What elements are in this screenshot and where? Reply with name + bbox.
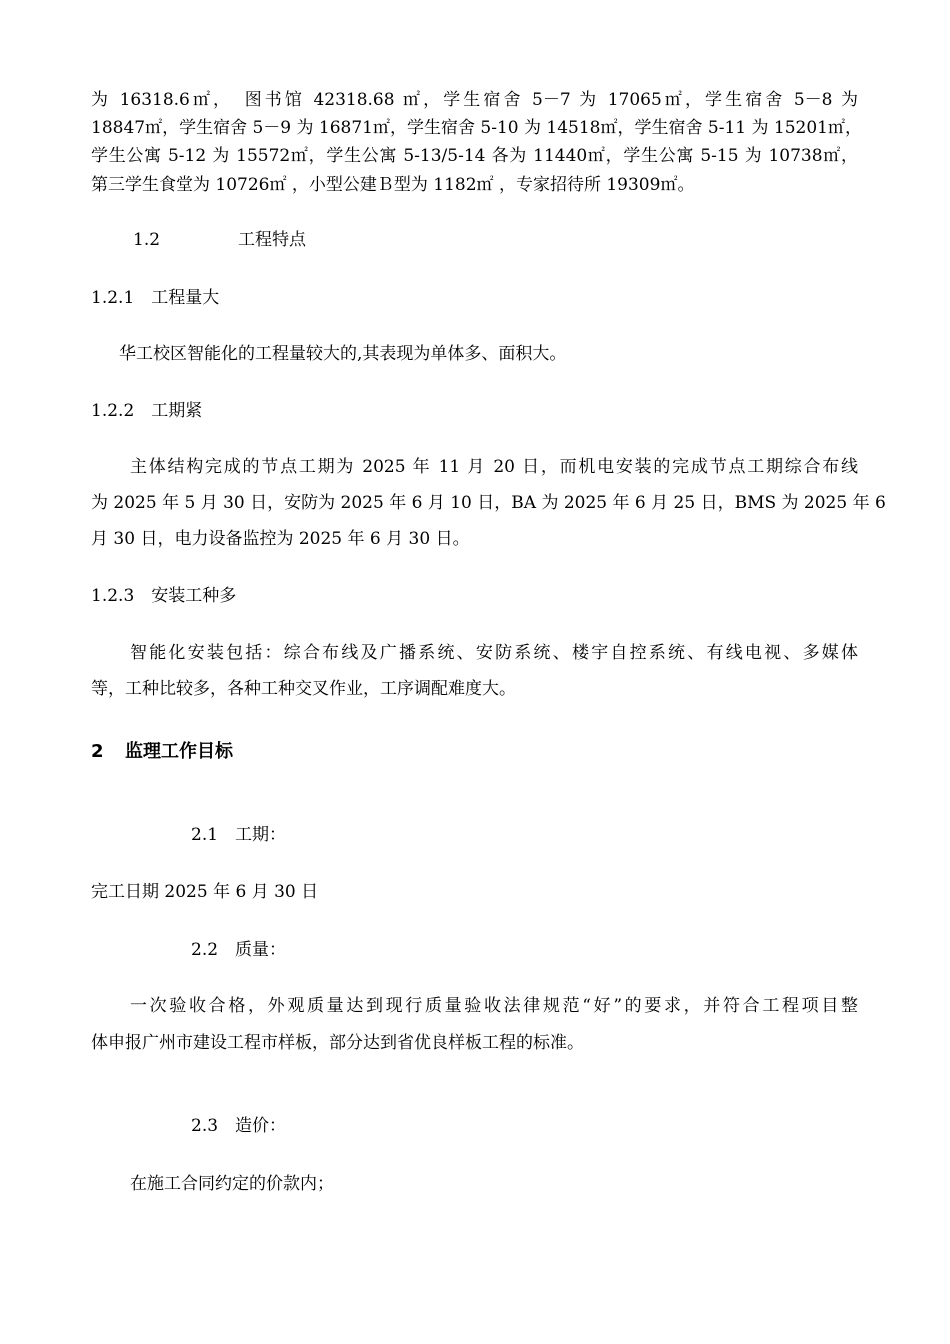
section-2-2-heading: 2.2 质量：	[191, 940, 287, 960]
section-1-2-2-heading: 1.2.2 工期紧	[91, 401, 203, 421]
section-2-title: 监理工作目标	[125, 741, 233, 762]
section-2-number: 2	[91, 741, 104, 762]
section-1-2-2-line-2: 为 2025 年 5 月 30 日，安防为 2025 年 6 月 10 日，BA 为 2025 年 6 月 25 日，BMS 为 2025 年 6	[91, 493, 886, 513]
section-1-2-2-line-1: 主体结构完成的节点工期为 2025 年 11 月 20 日，而机电安装的完成节点工期综合布线	[130, 457, 858, 477]
section-1-2-number: 1.2	[133, 230, 161, 250]
section-2-3-heading: 2.3 造价：	[191, 1116, 287, 1136]
section-1-2-3-line-2: 等，工种比较多，各种工种交叉作业，工序调配难度大。	[91, 679, 516, 699]
section-1-2-1-body: 华工校区智能化的工程量较大的,其表现为单体多、面积大。	[119, 344, 567, 364]
section-1-2-3-heading: 1.2.3 安装工种多	[91, 586, 237, 606]
section-1-2-2-line-3: 月 30 日，电力设备监控为 2025 年 6 月 30 日。	[91, 529, 470, 549]
section-1-2-title: 工程特点	[238, 230, 306, 250]
section-2-2-line-1: 一次验收合格，外观质量达到现行质量验收法律规范“好”的要求，并符合工程项目整	[130, 996, 858, 1016]
section-2-1-heading: 2.1 工期：	[191, 825, 287, 845]
intro-line-2: 18847㎡，学生宿舍 5－9 为 16871㎡，学生宿舍 5-10 为 14518㎡，学生宿舍 5-11 为 15201㎡，	[91, 118, 862, 138]
section-2-3-body: 在施工合同约定的价款内；	[130, 1174, 334, 1194]
section-1-2-1-heading: 1.2.1 工程量大	[91, 288, 220, 308]
intro-line-4: 第三学生食堂为 10726㎡ ，小型公建Ｂ型为 1182㎡ ，专家招待所 19309㎡。	[91, 175, 695, 195]
section-1-2-3-line-1: 智能化安装包括：综合布线及广播系统、安防系统、楼宇自控系统、有线电视、多媒体	[130, 643, 858, 663]
intro-line-1: 为 16318.6㎡， 图书馆 42318.68 ㎡，学生宿舍 5－7 为 17065㎡，学生宿舍 5－8 为	[91, 90, 858, 110]
section-2-1-body: 完工日期 2025 年 6 月 30 日	[91, 882, 319, 902]
intro-line-3: 学生公寓 5-12 为 15572㎡，学生公寓 5-13/5-14 各为 11440㎡，学生公寓 5-15 为 10738㎡，	[91, 146, 858, 166]
section-2-2-line-2: 体申报广州市建设工程市样板，部分达到省优良样板工程的标准。	[91, 1033, 584, 1053]
